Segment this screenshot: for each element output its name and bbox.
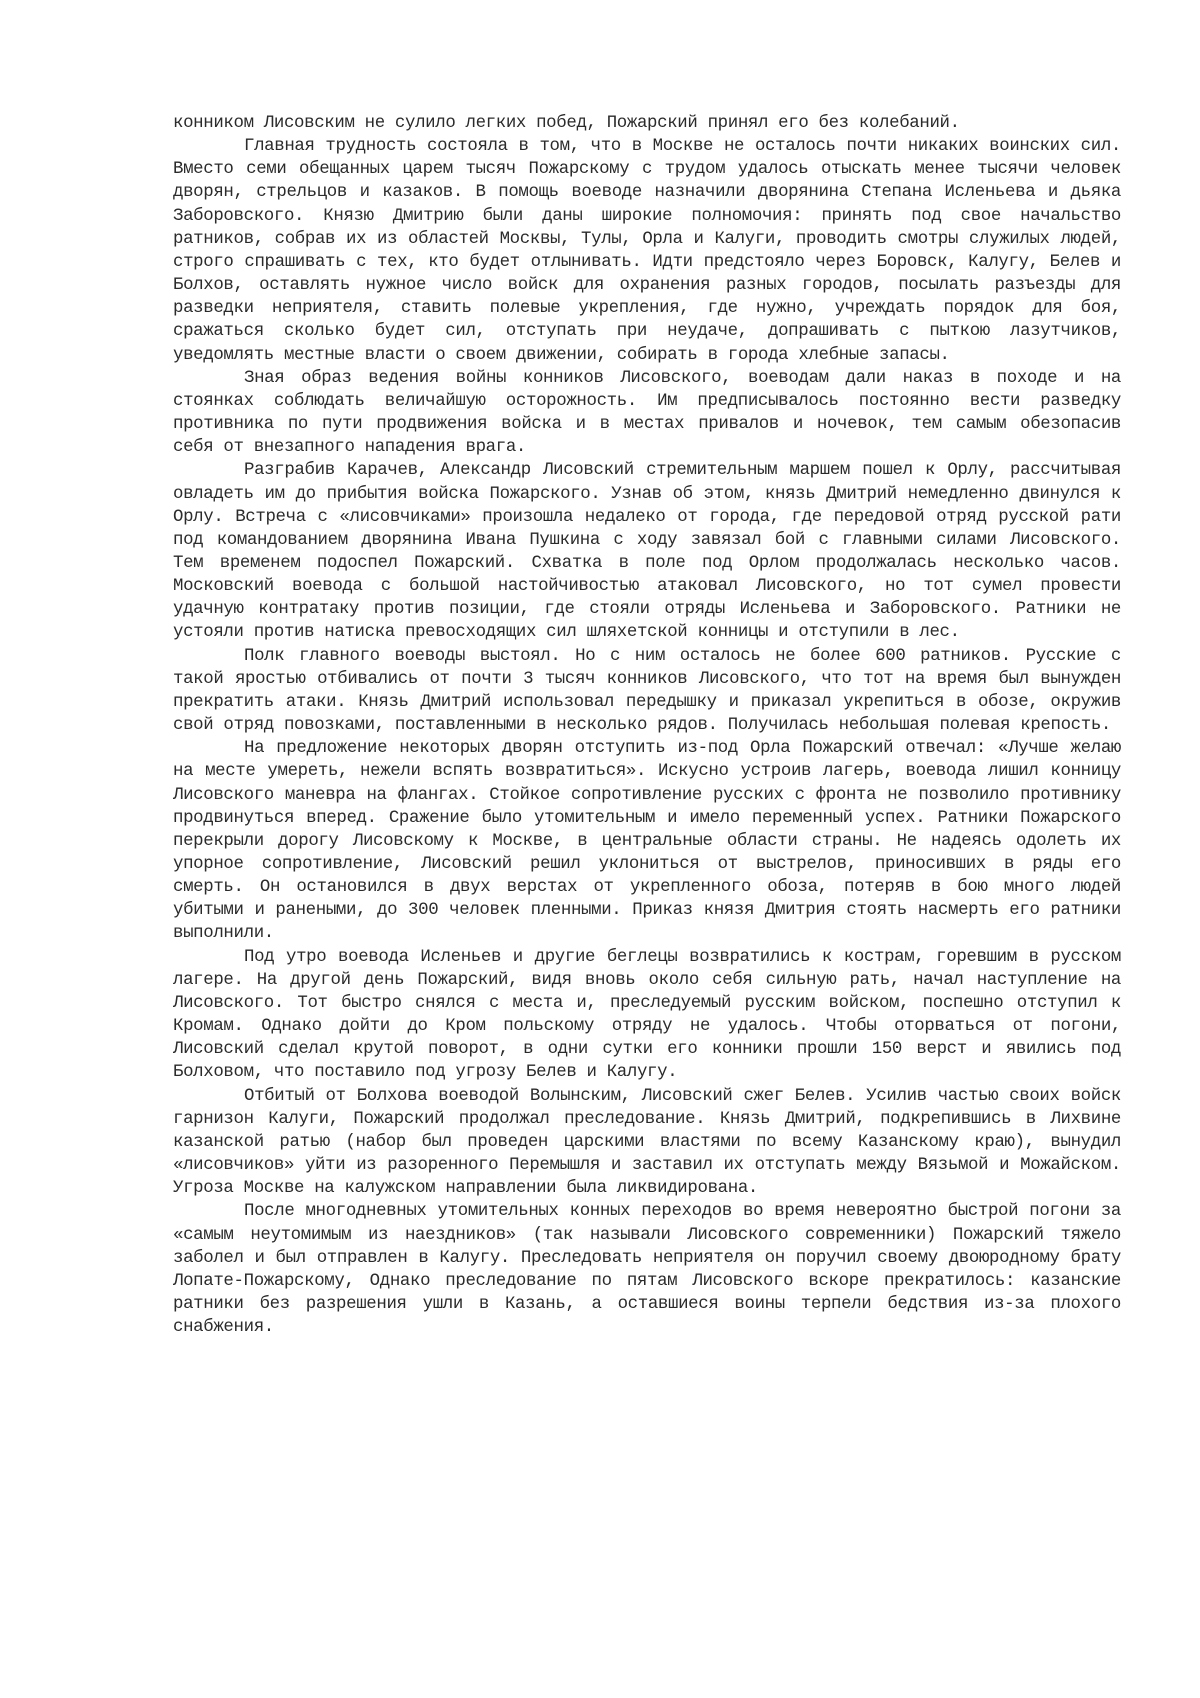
paragraph-9: После многодневных утомительных конных переходов во время невероятно быстрой погони за «самым неутомимым из наездников» (так называли Лисовского современники) Пожарский тяжело заболел и был отправлен в Калугу. Преследовать неприятеля он поручил своему двоюродному брату Лопате-Пожарскому, Однако преследование по пятам Лисовского вскоре прекратилось: казанские ратники без разрешения ушли в Казань, а оставшиеся воины терпели бедствия из-за плохого снабжения.: [173, 1202, 1121, 1338]
paragraph-2: Главная трудность состояла в том, что в Москве не осталось почти никаких воинских сил. Вместо семи обещанных царем тысяч Пожарскому с трудом удалось отыскать менее тысячи человек дворян, стрельцов и казаков. В помощь воеводе назначили дворянина Степана Исленьева и дьяка Заборовского. Князю Дмитрию были даны широкие полномочия: принять под свое начальство ратников, собрав их из областей Москвы, Тулы, Орла и Калуги, проводить смотры служилых людей, строго спрашивать с тех, кто будет отлынивать. Идти предстояло через Боровск, Калугу, Белев и Болхов, оставлять нужное число войск для охранения разных городов, посылать разъезды для разведки неприятеля, ставить полевые укрепления, где нужно, учреждать порядок для боя, сражаться сколько будет сил, отступать при неудаче, допрашивать с пыткою лазутчиков, уведомлять местные власти о своем движении, собирать в города хлебные запасы.: [173, 137, 1121, 365]
paragraph-5: Полк главного воеводы выстоял. Но с ним осталось не более 600 ратников. Русские с такой яростью отбивались от почти 3 тысяч конников Лисовского, что тот на время был вынужден прекратить атаки. Князь Дмитрий использовал передышку и приказал укрепиться в обозе, окружив свой отряд повозками, поставленными в несколько рядов. Получилась небольшая полевая крепость.: [173, 646, 1121, 736]
paragraph-4: Разграбив Карачев, Александр Лисовский стремительным маршем пошел к Орлу, рассчитывая овладеть им до прибытия войска Пожарского. Узнав об этом, князь Дмитрий немедленно двинулся к Орлу. Встреча с «лисовчиками» произошла недалеко от города, где передовой отряд русской рати под командованием дворянина Ивана Пушкина с ходу завязал бой с главными силами Лисовского. Тем временем подоспел Пожарский. Схватка в поле под Орлом продолжалась несколько часов. Московский воевода с большой настойчивостью атаковал Лисовского, но тот сумел провести удачную контратаку против позиции, где стояли отряды Исленьева и Заборовского. Ратники не устояли против натиска превосходящих сил шляхетской конницы и отступили в лес.: [173, 461, 1121, 643]
paragraph-7: Под утро воевода Исленьев и другие беглецы возвратились к кострам, горевшим в русском лагере. На другой день Пожарский, видя вновь около себя сильную рать, начал наступление на Лисовского. Тот быстро снялся с места и, преследуемый русским войском, поспешно отступил к Кромам. Однако дойти до Кром польскому отряду не удалось. Чтобы оторваться от погони, Лисовский сделал крутой поворот, в одни сутки его конники прошли 150 верст и явились под Болховом, что поставило под угрозу Белев и Калугу.: [173, 947, 1121, 1083]
document-page: [173, 112, 1121, 1339]
paragraph-6: На предложение некоторых дворян отступить из-под Орла Пожарский отвечал: «Лучше желаю на месте умереть, нежели вспять возвратиться». Искусно устроив лагерь, воевода лишил конницу Лисовского маневра на флангах. Стойкое сопротивление русских с фронта не позволило противнику продвинуться вперед. Сражение было утомительным и имело переменный успех. Ратники Пожарского перекрыли дорогу Лисовскому к Москве, в центральные области страны. Не надеясь одолеть их упорное сопротивление, Лисовский решил уклониться от выстрелов, приносивших в ряды его смерть. Он остановился в двух верстах от укрепленного обоза, потеряв в бою много людей убитыми и ранеными, до 300 человек пленными. Приказ князя Дмитрия стоять насмерть его ратники выполнили.: [173, 739, 1121, 944]
paragraph-8: Отбитый от Болхова воеводой Волынским, Лисовский сжег Белев. Усилив частью своих войск гарнизон Калуги, Пожарский продолжал преследование. Князь Дмитрий, подкрепившись в Лихвине казанской ратью (набор был проведен царскими властями по всему Казанскому краю), вынудил «лисовчиков» уйти из разоренного Перемышля и заставил их отступать между Вязьмой и Можайском. Угроза Москве на калужском направлении была ликвидирована.: [173, 1086, 1121, 1199]
paragraph-3: Зная образ ведения войны конников Лисовского, воеводам дали наказ в походе и на стоянках соблюдать величайшую осторожность. Им предписывалось постоянно вести разведку противника по пути продвижения войска и в местах привалов и ночевок, тем самым обезопасив себя от внезапного нападения врага.: [173, 368, 1121, 458]
paragraph-1: конником Лисовским не сулило легких побед, Пожарский принял его без колебаний.: [173, 114, 960, 133]
